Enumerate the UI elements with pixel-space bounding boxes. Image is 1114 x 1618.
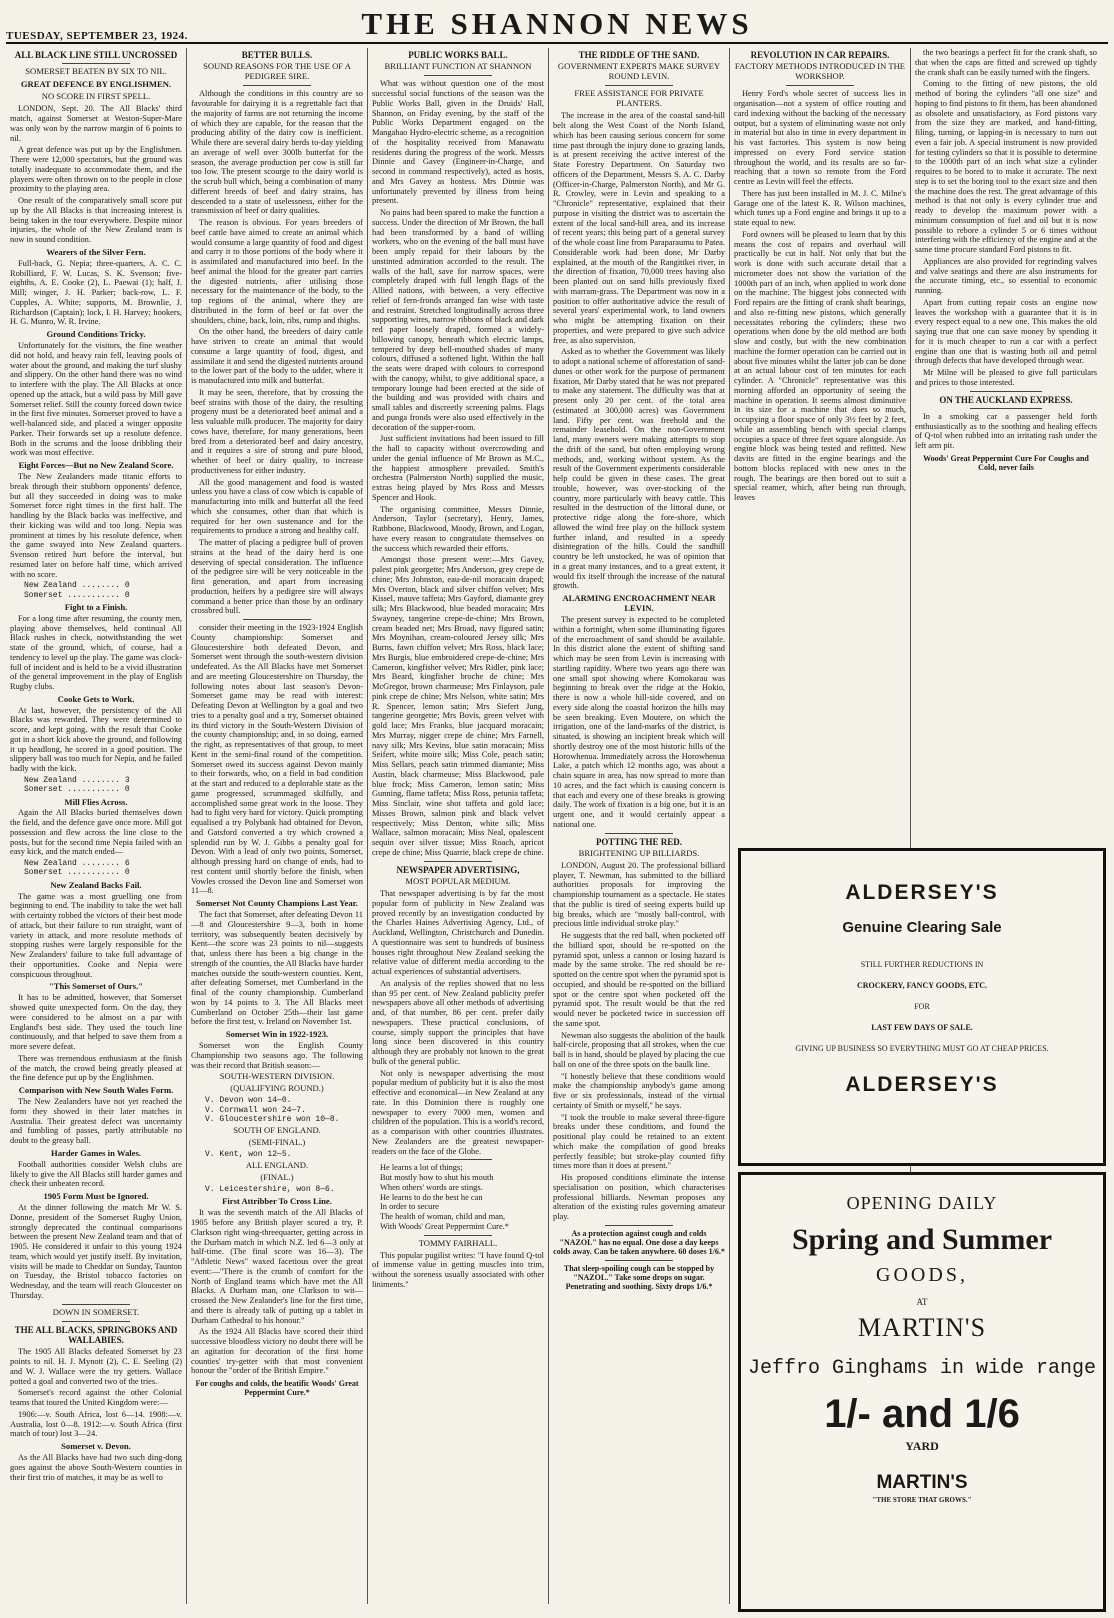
advert-line: Jeffro Ginghams in wide range — [747, 1356, 1097, 1380]
crosshead: Somerset Win in 1922-1923. — [225, 1029, 329, 1040]
divider — [62, 1321, 131, 1322]
advert-notice: That sleep-spoiling cough can be stopped by "NAZOL." Take some drops on sugar. Penetrating and soothing. Sixty drops 1/6.* — [563, 1263, 715, 1292]
advert-notice: For coughs and colds, the beatific Woods' Great Peppermint Cure.* — [195, 1379, 359, 1398]
paragraph: Henry Ford's whole secret of success lies in organisation—not a system of office routing and card indexing without the backing of the necessary output, but a system of eliminating waste not only in material but also in time in every department in his vast factories. This system is now being impressed on every Ford service station throughout the world, and its results are so far-reaching that a town so remote from the Ford centre as Levin will feel the effects. — [734, 89, 906, 187]
subheadline: GREAT DEFENCE BY ENGLISHMEN. — [20, 79, 172, 90]
paragraph: At last, however, the persistency of the All Blacks was rewarded. They were determined to score, and kept going, with the result that Cooke got in a short kick above the ground, and following it up headlong, he scored in a good position. The slippery ball was too much for Nepia, and he failed badly with the kick. — [10, 705, 182, 774]
paragraph: The 1905 All Blacks defeated Somerset by 23 points to nil. H. J. Mynott (2), C. E. Seeling (2) and W. J. Wallace were the try getters. Wallace potted a goal and converted two of the tries. — [10, 1347, 182, 1386]
subheadline: GOVERNMENT EXPERTS MAKE SURVEY ROUND LEVIN. — [557, 61, 721, 82]
issue-date: TUESDAY, SEPTEMBER 23, 1924. — [6, 30, 188, 42]
headline: REVOLUTION IN CAR REPAIRS. — [750, 50, 890, 60]
paragraph: Ford owners will be pleased to learn that by this means the cost of repairs and overhaul will practically be cut in half. Not only that but the work is done with such accurate detail that a micrometer does not show the variation of the 1000th part of an inch, when applied to work done on the machine. The biggest jobs connected with Ford repairs are the fitting of crank shaft bearings, and also re-fitting new pistons, which generally necessitates reboring the cylinders; these two operations when done by the old method are both slow and costly, but with the new combination machine the former operation can be carried out in about five minutes whilst the latter job can be done at an actual labour cost of ten minutes for each cylinder. A "Chronicle" representative was this morning afforded an opportunity of seeing the machine in operation. It seems almost diminutive in its size for a machine that does so much, occupying a floor space of only 3½ feet by 2 feet, while an assembling bench with special clamps occupies a space of three feet square alongside. An engine block was being tested and refitted. New davits are fitted in the engine bearings and the bottom blocks replaced with new ones in the rough. The bearings are then bored out to suit a special reamer, which, after being run through, leaves — [734, 229, 906, 503]
paragraph: Amongst those present were:—Mrs Gavey, palest pink georgette; Mrs Anderson, grey crepe de chine; Mrs Johnston, eau-de-nil moracain draped; Mrs Overton, black and silver chiffon velvet; Mrs Kissel, mauve taffeta; Mrs Gayford, diamante grey silk; Mrs Blackwood, blue beaded moracain; Mrs Swayney, tangerine crepe-de-chine; Mrs Brown, cream beaded net; Mrs Broad, navy figured satin; Mrs Moynihan, cream-coloured Jersey silk; Mrs Burns, fawn chiffon velvet; Mrs Ross, black lace; Mrs Burgis, blue embroidered crepe-de-chine; Mrs Cameron, kingfisher velvet; Mrs Ridler, pink lace; Mrs Beard, kingfisher broche de chine; Mrs McGregor, brown charmeuse; Mrs Finlayson, pale pink crepe de chine; Mrs Nelson, white satin; Mrs R. Spencer, lemon satin; Mrs Siefert Jung, tangerine georgette; Mrs Bovis, green velvet with gold lace; Mrs Franks, blue jacquard moracain; Mrs Murray, nigger crepe de chine; Mrs Farnell, navy silk; Mrs Kevins, blue satin moracain; Miss Seifert, white moire silk; Miss Cole, peach satin; Miss Sellars, peach satin trimmed diamante; Miss Austin, black charmeuse; Miss Blackwood, pale blue frock; Miss Cameron, lemon satin; Miss Gunning, flame taffeta; Miss Ross, petunia taffeta; Miss Sinclair, wine shot taffeta and gold lace; Misses Brown, salmon pink and black velvet respectively; Miss Denton, white silk; Miss Wallace, salmon moracain; Miss Neal, opalescent sequin over silver tissue; Miss Roach, apricot crepe de chine; Miss Quarrie, black crepe de chine. — [372, 555, 544, 857]
crosshead: Ground Conditions Tricky. — [46, 329, 146, 340]
crosshead: Cooke Gets to Work. — [57, 693, 135, 704]
crosshead: "This Somerset of Ours." — [48, 981, 144, 992]
record-lines: V. Kent, won 12—5. — [205, 1149, 292, 1159]
paragraph: It may be seen, therefore, that by crossing the beef strains with those of the dairy, the resulting progeny must be a deteriorated beef animal and a less valuable milk producer. The majority for dairy cows have, therefore, for many generations, been bred from a deteriorated beef and dairy ancestry, and it requires a sire of strong and pure blood, whether of beef or dairy quality, to increase productiveness for either industry. — [191, 387, 363, 475]
record-heading: SOUTH OF ENGLAND. — [233, 1125, 321, 1136]
paragraph: Unfortunately for the visitors, the fine weather did not hold, and heavy rain fell, leaving pools of water about the ground, and making the turf slushy and slippery. On the other hand there was no wind to interfere with the play. The All Blacks at once opened up the attack, but a wild pass by Mill gave Somerset relief. Still the county forced down twice in the first five minutes. Somerset proved to have a well-balanced side, and placed a winger opposite Parker. Their forwards set up a resolute defence. Both in the scrums and the loose dribbling their work was most effective. — [10, 341, 182, 458]
divider — [605, 85, 674, 86]
paragraph: "I took the trouble to make several three-figure breaks under these conditions, and found the positional play could be retained to an extent which make the compilation of good breaks perfectly feasible; but stroke-play counted fifty times more than it does at present." — [553, 1112, 725, 1171]
paragraph: As the All Blacks have had two such ding-dong goes against the above South-Western counties in their first trio of matches, it may be as well to — [10, 1453, 182, 1482]
headline: THE RIDDLE OF THE SAND. — [578, 50, 700, 60]
headline: NEWSPAPER ADVERTISING, — [396, 864, 520, 875]
paragraph: As the 1924 All Blacks have scored their third successive bloodless victory no doubt there will be an agitation for decoration of the first home counties' try-getter with that most convenient honour the "order of the British Empire." — [191, 1327, 363, 1376]
paragraph: There has just been installed in M. J. C. Milne's Garage one of the latest K. R. Wilson machines, which tunes up a Ford engine and brings it up to a state equal to new. — [734, 188, 906, 228]
paragraph: "I honestly believe that these conditions would make the championship anybody's game among five or six professionals, instead of the virtual certainty of Smith or myself," he says. — [553, 1071, 725, 1110]
paragraph: Appliances are also provided for regrinding valves and valve seatings and there are also instruments for the accurate timing, etc., so essential to economic running. — [915, 256, 1097, 295]
headline: POTTING THE RED. — [595, 836, 683, 847]
paragraph: Not only is newspaper advertising the most popular medium of publicity but it is also the most effective and economical—in New Zealand at any rate. In this Dominion there is roughly one newspaper to every 7000 men, women and children of the population. This is a world's record, as a comparison with other countries illustrates. New Zealanders are the greatest newspaper-readers on the face of the Globe. — [372, 1068, 544, 1156]
column-2 — [187, 48, 368, 1604]
score-line: New Zealand ........ 3 Somerset ........... 0 — [24, 775, 130, 795]
advert-line: STILL FURTHER REDUCTIONS IN — [860, 960, 984, 969]
aldersey-advert — [738, 848, 1106, 1166]
paragraph: Just sufficient invitations had been issued to fill the hall to capacity without overcrowding and under the genial influence of Mr Brown as M.C., the happiest atmosphere prevailed. Smith's orchestra (Palmerston North) supplied the music, extras being played by Mrs Ross and Messrs Spencer and Hook. — [372, 434, 544, 502]
newspaper-title: THE SHANNON NEWS — [361, 6, 753, 41]
subheadline: DOWN IN SOMERSET. — [52, 1306, 140, 1317]
crosshead: Harder Games in Wales. — [51, 1147, 141, 1158]
divider — [62, 1304, 131, 1305]
paragraph: He suggests that the red ball, when pocketed off the billiard spot, should be re-spotted on the pyramid spot, unless a cannon or losing hazard is made by the same stroke. The red should be re-spotted on the centre spot when the pyramid spot is occupied, and should be re-spotted on the billiard spot or the centre spot when pocketed off the pyramid spot. The result would be that the red would never be pocketed twice in succession off the same spot. — [553, 931, 725, 1028]
paragraph: Somerset's record against the other Colonial teams that toured the United Kingdom were:— — [10, 1388, 182, 1408]
crosshead: Eight Forces—But no New Zealand Score. — [18, 460, 174, 471]
subheadline: SOMERSET BEATEN BY SIX TO NIL. — [25, 66, 167, 77]
paragraph: Newman also suggests the abolition of the baulk half-circle, proposing that all strokes, when the cue ball is in hand, should be played by placing the cue ball on one of the three spots on the baulk line. — [553, 1030, 725, 1069]
paragraph: LONDON, Sept. 20. The All Blacks' third match, against Somerset at Weston-Super-Mare was only won by the narrow margin of 6 points to nil. — [10, 104, 182, 143]
paragraph: Coming to the fitting of new pistons, the old method of boring the cylinders "all one size" and hoping to find pistons to fit them, has been abandoned as obsolete and unsatisfactory, as Ford pistons vary from the size they are marked, and hand-fitting, filing, turning, or lapping-in is necessary to turn out even a fair job. A special instrument is now provided for testing cylinders so that it is possible to determine to the 1000th part of an inch what size a cylinder requires to be bored to to make it accurate. The next step is to set the boring tool to the exact size and then the machine does the rest. The great advantage of this method is that not only is every cylinder true and ready to develop the maximum power with a minimum consumption of fuel and oil but it is now possible to rebore a cylinder 5 or 6 times without interfering with the efficiency of the engine and at the same time procure standard Ford pistons to fit. — [915, 79, 1097, 254]
divider — [970, 408, 1043, 409]
paragraph: That newspaper advertising is by far the most popular form of publicity in New Zealand was proved recently by an investigation conducted by the Charles Haines Advertising Agency, Ltd., of Auckland, Wellington, Christchurch and Dunedin. A questionnaire was sent to hundreds of business houses right throughout New Zealand seeking the relative value of different media according to the actual experiences of substantial advertisers. — [372, 889, 544, 977]
paragraph: LONDON, August 20. The professional billiard player, T. Newman, has submitted to the billiard authorities proposals for improving the championship tournament as a spectacle. He states that the public is tired of seeing experts build up big breaks, which are "mostly ball-control, with precious little individual stroke play." — [553, 860, 725, 929]
divider — [424, 1235, 493, 1236]
paragraph: The reason is obvious. For years breeders of beef cattle have aimed to create an animal which would consume a large quantity of food and digest and carry it to those portions of the body where it is assimilated and manufactured into beef. In the beef animal the blood for the greater part carries the digested nutrients, after utilising those necessary for the maintenance of the body, to the top regions of the animal, where they are distributed in the form of beef or fat over the shoulders, chine, back, loin, ribs, rump and thighs. — [191, 218, 363, 325]
martins-advert — [738, 1172, 1106, 1612]
record-subheading: (SEMI-FINAL.) — [248, 1137, 306, 1148]
paragraph: All the good management and food is wasted unless you have a class of cow which is capable of manufacturing into milk and butterfat all the feed which she consumes, other than that which is required for her own sustenance and for the requirements to produce a strong and healthy calf. — [191, 477, 363, 536]
advert-line: GOODS, — [876, 1263, 968, 1286]
advert-line: AT — [916, 1296, 928, 1307]
divider — [243, 85, 312, 86]
column-4 — [549, 48, 730, 1604]
paragraph: At the dinner following the match Mr W. S. Donne, president of the Somerset Rugby Union, strongly deprecated the continual comparisons between the present New Zealand team and that of 1905. He considered it unfair to this young 1924 team, which would yet justify itself. By invitation, visits will be made to Cheddar on Sunday, Taunton on Tuesday, the Bristol tobacco factories on Wednesday, and the team will reach Gloucester on Thursday. — [10, 1203, 182, 1300]
advert-headline: Spring and Summer — [791, 1223, 1053, 1256]
record-heading: SOUTH-WESTERN DIVISION. — [219, 1071, 335, 1082]
paragraph: Full-back, G. Nepia; three-quarters, A. C. C. Robilliard, F. W. Lucas, S. K. Svenson; five-eighths, A. E. Cooke (2), L. Paewai (1); half, J. Mill; winger, J. H. Parker; back-row, L. F. Cupples, A. White; supports, M. Brownlie, J. Richardson (Captain); lock, I. H. Harvey; hookers, H. G. Munro, W. R. Irvine. — [10, 258, 182, 327]
advert-brand: MARTIN'S — [857, 1312, 987, 1342]
divider — [605, 833, 674, 834]
advert-tagline: "THE STORE THAT GROWS." — [872, 1495, 972, 1504]
crosshead: Mill Flies Across. — [64, 796, 128, 807]
paragraph: The increase in the area of the coastal sand-hill belt along the West Coast of the North Island, which has been causing serious concern for some time past through the injury done to grazing lands, is at present receiving the active interest of the State Forestry Department. On Saturday two officers of the Department, Messrs S. A. C. Darby (Officer-in-Charge, Palmerston North), and Mr G. R. Crowley, were in Levin and speaking to a "Chronicle" representative, explained that their purpose in visiting the district was to ascertain the extent of the local sand-hill area, and its increase of recent years; this being part of a general survey of the whole coast line from Paraparaumu to Patea. Considerable work had been done, Mr Darby explained, at the mouth of the Rangitikei river, in the direction of fixation, 70,000 trees having also been planted out on sand hills previously fixed with marram-grass. The Department was now in a position to offer authoritative advice the result of several years' experimental work, to land owners who might be attempting fixation on their properties, and were prepared to give such advice free, as also supervision. — [553, 111, 725, 345]
paragraph: In a smoking car a passenger held forth enthusiastically as to the soothing and healing effects of Q-tol when rubbed into an irritating rash under the left arm pit. — [915, 411, 1097, 451]
advert-line: FOR — [914, 1002, 930, 1011]
crosshead: ALARMING ENCROACHMENT NEAR LEVIN. — [562, 593, 716, 614]
divider — [605, 1225, 674, 1226]
paragraph: The game was a most gruelling one from beginning to end. The inability to take the wet ball with certainty robbed the victors of their best mode of attack, but their failure to run straight, want of variety in attack, and more resolute methods of stopping rushes were largely responsible for the New Zealanders' failure to take full advantage of their opportunities. Cooke and Nepia were conspicuous throughout. — [10, 891, 182, 979]
headline: ALL BLACK LINE STILL UNCROSSED — [14, 50, 178, 60]
divider — [424, 861, 493, 862]
record-subheading: (QUALIFYING ROUND.) — [230, 1083, 324, 1094]
paragraph: Although the conditions in this country are so favourable for dairying it is a regrettable fact that the majority of farms are not returning the income of which they are capable, for the reason that the producing ability of the dairy cow is inefficient. While there are several dairy herds to-day yielding an average of well over 300lb butterfat for the season, the average production per cow is still far too low. The present scourge to the dairy world is the scrub bull which, being a combination of many different breeds of beef and dairy strains, has descended to a state of uselessness, either for the transmission of beef or dairy qualities. — [191, 89, 363, 216]
paragraph: For a long time after resuming, the county men, playing above themselves, held continual All Black rushes in check, notwithstanding the wet state of the ground, which, of course, had a tendency to level up the play. The game was clock-full of incident and is held to be a vivid illustration of the general improvement in the play of English Rugby clubs. — [10, 613, 182, 691]
crosshead: Somerset v. Devon. — [61, 1441, 131, 1452]
headline: ON THE AUCKLAND EXPRESS. — [939, 394, 1073, 405]
crosshead: 1905 Form Must be Ignored. — [43, 1191, 149, 1202]
display-ads — [736, 842, 1108, 1618]
paragraph: It has to be admitted, however, that Somerset showed quite unexpected form. On the day, they were considered to be almost on a par with England's best side. They used the touch line continuously, and that helped to save them from a more severe defeat. — [10, 993, 182, 1052]
masthead — [6, 4, 1108, 44]
record-heading: ALL ENGLAND. — [245, 1160, 309, 1171]
paragraph: On the other hand, the breeders of dairy cattle have striven to create an animal that would consume a large quantity of food, digest, and assimilate it and send the digested nutrients around to the lower part of the body to the udder, where it is manufactured into milk and butterfat. — [191, 327, 363, 386]
column-1 — [6, 48, 187, 1604]
headline: PUBLIC WORKS BALL. — [408, 50, 508, 60]
paragraph: Mr Milne will be pleased to give full particulars and prices to those interested. — [915, 368, 1097, 387]
paragraph: The matter of placing a pedigree bull of proven strains at the head of the dairy herd is one deserving of special consideration. The influence of the pedigree sire will be very noticeable in the first generation, and apart from increasing production, heifers by a pedigree sire will always command a better price than those by an ordinary crossbred bull. — [191, 538, 363, 616]
advert-headline: Genuine Clearing Sale — [842, 919, 1002, 936]
record-subheading: (FINAL.) — [260, 1172, 294, 1183]
subheadline: FREE ASSISTANCE FOR PRIVATE PLANTERS. — [574, 88, 704, 109]
subheadline: TOMMY FAIRHALL. — [418, 1237, 498, 1248]
record-lines: V. Devon won 14—0. V. Cornwall won 24—7. V. Gloucestershire won 10—8. — [205, 1096, 340, 1124]
advert-notice: As a protection against cough and colds "NAZOL" has no equal. One dose a day keeps colds away. Can be taken anywhere. 60 doses 1/6.* — [553, 1228, 725, 1257]
crosshead: Comparison with New South Wales Form. — [18, 1085, 174, 1096]
advert-brand: MARTIN'S — [876, 1471, 968, 1493]
advert-brand: ALDERSEY'S — [845, 1073, 999, 1096]
record-lines: V. Leicestershire, won 8—6. — [205, 1185, 335, 1195]
paragraph: An analysis of the replies showed that no less than 95 per cent. of New Zealand publicity prefer newspapers above all other methods of advertising and, of that number, 86 per cent. prefer daily newspapers. These practical conclusions, of course, simply support the principles that have long since been discovered in this country although they are probably not known to the great bulk of the general public. — [372, 978, 544, 1066]
divider — [605, 1260, 674, 1261]
subheadline: BRIGHTENING UP BILLIARDS. — [578, 847, 700, 858]
headline: BETTER BULLS. — [241, 50, 313, 60]
advert-brand: ALDERSEY'S — [845, 881, 999, 904]
paragraph: The fact that Somerset, after defeating Devon 11—8 and Gloucestershire 9—3, both in home territory, was subsequently beaten decisively by Kent—the score was 23 points to nil—suggests that, unless there has been a big change in the strength of the counties, the All Blacks have harder matches outside the south-western counties. Kent, after defeating Somerset, met Cumberland in the final of the county championship. Cumberland won by 14 points to 3. The All Blacks meet Cumberland on October 25th—their last game before the first test, v. Ireland on November 1st. — [191, 910, 363, 1027]
paragraph: No pains had been spared to make the function a success. Under the direction of Mr Brown, the hall had been transformed by a band of willing workers, who on the evening of the ball must have been amply repaid for their labours by the unstinted admiration accorded to the result. The walls of the hall, save for narrow spaces, were completely draped with full length flags of the Allied nations, with between, a very effective relief of fern-fronds arranged fan wise with taste and restraint. Stretched longitudinally across three supporting wires, narrow ribbons of black and dark red paper loosely draped, formed a widely-billowing canopy, beneath which electric lamps, tempered by deep bell-mouthed shades of many colours, diffused a softened light. Within the hall the seats were draped with colours to correspond with the canopy, whilst, to give additional space, a temporary lounge had been erected at the side of the building and was provided with chairs and small tables and discreetly screening palms. Flags and punga fronds were also used effectively in the decoration of the supper-room. — [372, 208, 544, 432]
paragraph: It was the seventh match of the All Blacks of 1905 before any British player scored a try, P. Clarkson right wing-threequarter, getting across in the Durham match in which N.Z. led 6—3 only at half-time. (The final score was 16—3). The "Athletic News" waxed facetious over the great event:—"There is the crumb of comfort for the North of England teams which have met the All Blacks. A Durham man, one Clarkson to wit—crossed the New Zealander's line for the first time, and there is already talk of putting up a tablet in Durham Cathedral to his honour." — [191, 1208, 363, 1325]
paragraph: Somerset won the English County Championship two seasons ago. The following was their record that British season:— — [191, 1041, 363, 1070]
divider — [424, 1159, 493, 1160]
paragraph: the two bearings a perfect fit for the crank shaft, so that when the caps are fitted and screwed up tightly the crank shaft can be easily turned with the fingers. — [915, 48, 1097, 77]
paragraph: consider their meeting in the 1923-1924 English County championship: Somerset and Gloucestershire both defeated Devon, and Somerset went through the south-western division undefeated. As the All Blacks have met Somerset and are meeting Gloucestershire on Thursday, the following notes about last season's Devon-Somerset game may be read with interest: Defeating Devon at Wellington by a goal and two tries to a penalty goal and a try, Somerset obtained its third victory in the South-Western Division of the county championship; and, in so doing, earned the right, as representatives of that group, to meet Kent in the semi-final round of the competition. Somerset owed its success against Devon mainly to their forwards, who, on a field in bad condition at the start and reduced to a deplorable state as the game progressed, scrummaged skilfully, and accomplished some great work in the loose. They had to fight very hard for victory. Quick prompting equalised a try Polybank had obtained for Devon, and Gatsford converted a try which crowned a splendid run by W. J. Gibbs a penalty goal for Devon. With a lead of only two points, Somerset, although pressing hard on change of ends, had to rest content until shortly before the finish, when Vowles crossed the Devon line and Somerset won 11—8. — [191, 623, 363, 896]
crosshead: First Attribber To Cross Line. — [222, 1196, 332, 1207]
paragraph: The New Zealanders made titanic efforts to break through their stubborn opponents' defence, but all they succeeded in doing was to make Somerset force right times in the first half. The handling by the Black backs was ineffective, and their kicking was wild and too long. Nepia was prominent at times by his resolute defence, when the game swayed into New Zealand quarters. Svenson retired hurt before the interval, but resumed later on before half time, which arrived with no score. — [10, 472, 182, 579]
advert-line: CROCKERY, FANCY GOODS, ETC. — [856, 981, 988, 990]
paragraph: Football authorities consider Welsh clubs are likely to give the All Blacks still harder games and check their unbeaten record. — [10, 1159, 182, 1189]
crosshead: Fight to a Finish. — [64, 601, 128, 612]
score-line: New Zealand ........ 6 Somerset ........... 0 — [24, 859, 130, 878]
paragraph: A great defence was put up by the Englishmen. There were 12,000 spectators, but the ground was totally inadequate to accommodate them, and the players were often thrown on to the people in close proximity to the playing area. — [10, 145, 182, 194]
verse: He learns a lot of things; But mostly how to shut his mouth When others' words are stings. He learns to do the best he can In order to secure The health of woman, child and man, With Woods' Great Peppermint Cure.* — [380, 1163, 509, 1231]
paragraph: Asked as to whether the Government was likely to adopt a national scheme of afforestation of sand-dunes or other work for the purpose of permanent fixation, Mr Darby stated that he was not prepared to make any statement. The difficulty was that at present only 20 per cent. of the total area (estimated at 300,000 acres) was Government land. Fifty per cent. was freehold and the remainder leasehold. On the non-Government land, many owners were making attempts to stop the drift of the sand, but often employing wrong methods, and, working without system. As the result of the Government experiments considerable help could be given in these cases. The great trouble, however, was over-stocking of the country, more particularly with heavy cattle. This resulted in the destruction of the littoral dune, or protective ridge along the fore-shore, which allowed the wind free play on the hillock system further inland, and resulted in a speedy disintegration of the hills. Could the sandhill country be left unstocked, he was of opinion that in a great many instances, and to a great extent, it would fix itself through the increase of the natural growth. — [553, 347, 725, 591]
paragraph: Apart from cutting repair costs an engine now leaves the workshop with a guarantee that it is in every respect equal to a new one. This makes the old saying true that one can save money by spending it for it is much cheaper to run a car with a perfect engine than one that is wasting both oil and petrol through defects that have developed through wear. — [915, 297, 1097, 366]
headline: THE ALL BLACKS, SPRINGBOKS AND WALLABIES. — [14, 1324, 178, 1345]
paragraph: There was tremendous enthusiasm at the finish of the match, the crowd being greatly pleased at the fine defence put up by the Englishmen. — [10, 1053, 182, 1083]
subheadline: BRILLIANT FUNCTION AT SHANNON — [384, 61, 532, 72]
advert-price: 1/- and 1/6 — [824, 1391, 1020, 1436]
paragraph: Again the All Blacks buried themselves down the field, and the defence gave once more. Mill got possession and flew across the line close to the posts, but for the second time Nepia failed with an easy kick, and the match ended— — [10, 808, 182, 857]
divider — [243, 619, 312, 620]
paragraph: The present survey is expected to be completed within a fortnight, when some illuminating figures of the encroachment of sand should be available. In this district alone the extent of shifting sand which may be seen from Levin is increasing with startling rapidity. Where two years ago there was one small spot showing where Komokarau was beginning to break over the ridge at the Hokio, there is now a whole hill-side covered, and on every side along the coastal horizon the hills may be seen breaking. Even Moutere, on which the irrigation, one of the land-marks of the district, is situated, is showing an incipient break which will shortly destroy one of the most historic hills of the Horowhenua. Immediately across the Horowhenua Lake, a patch which 12 months ago, was about a chain square in area, has now spread to more than 10 acres, and the fact which is causing concern is that each and every one of these breaks is growing daily. The work of fixation is a big one, but it is an urgent one, and it would certainly appear a national one. — [553, 615, 725, 829]
paragraph: One result of the comparatively small score put up by the All Blacks is that increasing interest is being taken in the tour everywhere. Despite minor injuries, the whole of the New Zealand team is now in sound condition. — [10, 196, 182, 245]
column-3 — [368, 48, 549, 1604]
paragraph: The New Zealanders have not yet reached the form they showed in their later matches in Australia. Their greatest defect was uncertainty and fumbling of passes, partly attributable no doubt to the greasy ball. — [10, 1097, 182, 1146]
paragraph: The organising committee, Messrs Dinnie, Anderson, Taylor (secretary), Henry, James, Rathbone, Blackwood, Moody, Brown, and Logan, have every reason to congratulate themselves on the success which rewarded their efforts. — [372, 504, 544, 553]
advert-notice: Woods' Great Peppermint Cure For Coughs and Cold, never fails — [923, 453, 1089, 473]
advert-line: GIVING UP BUSINESS SO EVERYTHING MUST GO AT CHEAP PRICES. — [795, 1044, 1049, 1053]
divider — [786, 85, 855, 86]
subheadline: SOUND REASONS FOR THE USE OF A PEDIGREE SIRE. — [203, 61, 351, 82]
paragraph: What was without question one of the most successful social functions of the season was the Public Works Ball, given in the Druids' Hall, Shannon, on Friday evening, by the staff of the Public Works Department engaged on the Mangahao Hydro-electric scheme, as a recognition of the hospitality received from Manawatu residents during the progress of the work. Messrs Dinnie and Gavey (Engineer-in-Charge, and second in command respectively), acted as hosts, and Mrs Gavey as hostess. Mrs Dinnie was unfortunately prevented by illness from being present. — [372, 79, 544, 206]
crosshead: New Zealand Backs Fail. — [50, 879, 142, 890]
crosshead: Somerset Not County Champions Last Year. — [196, 898, 358, 909]
divider — [970, 391, 1043, 392]
score-line: New Zealand ........ 0 Somerset ........... 0 — [24, 581, 130, 600]
paragraph: His proposed conditions eliminate the intense specialisation on position, which characterises professional billiards. Newman proposes any alteration of the existing rules governing amateur play. — [553, 1173, 725, 1222]
subheadline: NO SCORE IN FIRST SPELL. — [41, 91, 151, 102]
subheadline: MOST POPULAR MEDIUM. — [405, 876, 511, 887]
divider — [62, 63, 131, 64]
subheadline: FACTORY METHODS INTRODUCED IN THE WORKSHOP. — [734, 61, 906, 82]
advert-line: OPENING DAILY — [846, 1193, 998, 1213]
paragraph: 1906:—v. South Africa, lost 6—14. 1908:—v. Australia, lost 0—8. 1912:—v. South Africa (first match of tour) lost 3—24. — [10, 1409, 182, 1439]
crosshead: Wearers of the Silver Fern. — [46, 246, 146, 257]
divider — [424, 75, 493, 76]
paragraph: This popular pugilist writes: "I have found Q-tol of immense value in getting muscles into trim, without the soreness usually associated with other liniments." — [372, 1250, 544, 1289]
advert-line: YARD — [905, 1438, 939, 1453]
advert-line: LAST FEW DAYS OF SALE. — [871, 1023, 973, 1032]
